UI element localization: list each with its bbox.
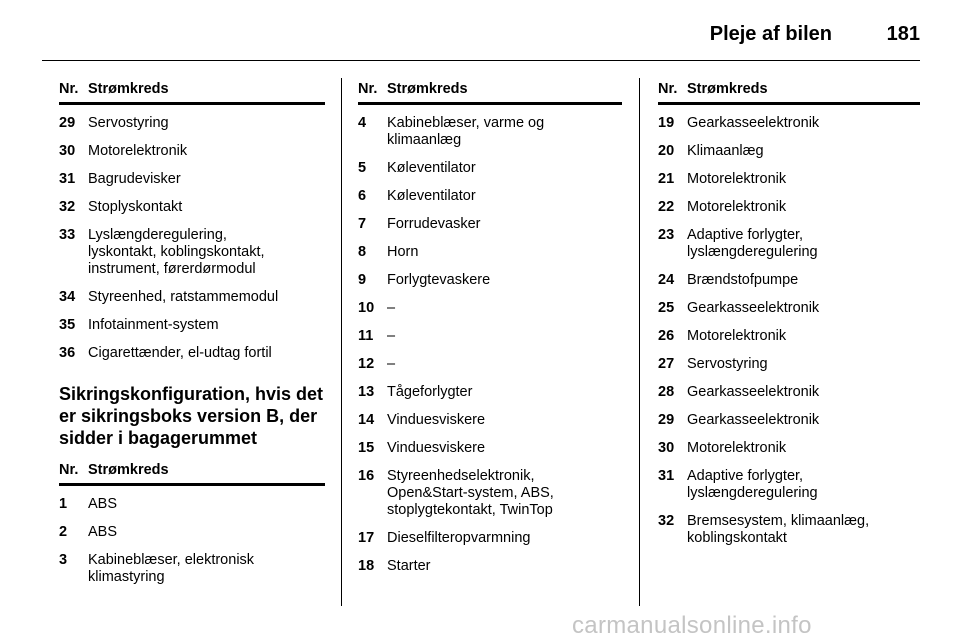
circuit-name: – [387,328,396,344]
fuse-number: 8 [358,244,367,260]
fuse-number: 32 [59,199,76,215]
fuse-number: 33 [59,227,76,243]
fuse-number: 14 [358,412,375,428]
fuse-number: 17 [358,530,375,546]
circuit-name: Motorelektronik [687,440,787,456]
circuit-name: – [387,356,396,372]
circuit-name: Bremsesystem, klimaanlæg, koblingskontakt [687,513,870,546]
circuit-name: Gearkasseelektronik [687,384,820,400]
circuit-name: Styreenhedselektronik, Open&Start-system, ABS, stoplygtekontakt, TwinTop [387,468,554,518]
fuse-number: 11 [358,328,374,344]
circuit-name: Servostyring [687,356,768,372]
page-number: 181 [886,23,920,45]
table-row [358,241,622,269]
fuse-number: 24 [658,272,675,288]
circuit-name: Motorelektronik [88,143,188,159]
fuse-number: 3 [59,552,68,568]
fuse-number: 12 [358,356,375,372]
table-row [658,409,920,437]
circuit-name: Motorelektronik [687,328,787,344]
circuit-name: Dieselfilteropvarmning [387,530,531,546]
circuit-name: Kabineblæser, elektronisk klimastyring [88,552,255,585]
circuit-name: Forrudevasker [387,216,481,232]
section-heading: Sikringskonfiguration, hvis det er sikringsboks version B, der sidder i bagagerummet [59,384,324,448]
table-row [658,510,920,555]
fuse-number: 30 [59,143,76,159]
table-row [358,269,622,297]
fuse-number: 36 [59,345,76,361]
table-row [658,196,920,224]
column-divider [341,78,342,606]
fuse-number: 34 [59,289,76,305]
circuit-name: Stoplyskontakt [88,199,183,215]
circuit-name: Gearkasseelektronik [687,115,820,131]
circuit-name: Køleventilator [387,188,476,204]
table-row [59,493,325,521]
fuse-number: 32 [658,513,675,529]
table-row [658,269,920,297]
table-row [59,314,325,342]
table-header [658,78,920,105]
circuit-name: Forlygtevaskere [387,272,491,288]
circuit-name: Gearkasseelektronik [687,300,820,316]
nr-header: Nr. [658,81,678,97]
fuse-number: 16 [358,468,375,484]
table-row [358,381,622,409]
circuit-name: ABS [88,524,118,540]
circuit-name: Horn [387,244,419,260]
table-row [59,286,325,314]
circuit-name: Lyslængderegulering, lyskontakt, koblingskontakt, instrument, førerdørmodul [88,227,265,277]
fuse-number: 22 [658,199,675,215]
fuse-number: 7 [358,216,367,232]
table-header [59,78,325,105]
circuit-header: Strømkreds [387,81,468,97]
circuit-header: Strømkreds [88,462,169,478]
table-row [358,325,622,353]
fuse-number: 25 [658,300,675,316]
fuse-number: 6 [358,188,367,204]
fuse-number: 28 [658,384,675,400]
table-row [658,224,920,269]
fuse-number: 10 [358,300,375,316]
table-row [59,112,325,140]
table-row [658,297,920,325]
table-row [358,185,622,213]
circuit-name: Vinduesviskere [387,412,486,428]
fuse-number: 9 [358,272,367,288]
table-row [59,521,325,549]
fuse-number: 29 [658,412,675,428]
fuse-number: 31 [658,468,675,484]
table-row [658,112,920,140]
table-row [658,465,920,510]
circuit-name: Adaptive forlygter, lyslængderegulering [687,227,818,260]
fuse-number: 5 [358,160,367,176]
circuit-name: Vinduesviskere [387,440,486,456]
circuit-name: Brændstofpumpe [687,272,799,288]
circuit-name: Motorelektronik [687,199,787,215]
circuit-name: Adaptive forlygter, lyslængderegulering [687,468,818,501]
circuit-name: Tågeforlygter [387,384,473,400]
fuse-number: 29 [59,115,76,131]
circuit-name: Klimaanlæg [687,143,764,159]
table-row [358,112,622,157]
table-row [59,342,325,370]
table-row [358,157,622,185]
table-row [358,555,622,583]
watermark: carmanualsonline.info [572,612,812,639]
fuse-number: 21 [658,171,675,187]
table-row [59,140,325,168]
table-row [658,437,920,465]
column-1 [59,78,325,594]
fuse-number: 2 [59,524,68,540]
circuit-name: Bagrudevisker [88,171,181,187]
nr-header: Nr. [59,462,79,478]
circuit-header: Strømkreds [687,81,768,97]
circuit-name: Cigarettænder, el-udtag fortil [88,345,272,361]
circuit-name: Styreenhed, ratstammemodul [88,289,279,305]
page-header [42,14,920,61]
circuit-name: Motorelektronik [687,171,787,187]
column-3 [658,78,920,555]
table-row [658,325,920,353]
table-row [59,196,325,224]
circuit-name: Kabineblæser, varme og klimaanlæg [387,115,545,148]
circuit-name: Infotainment-system [88,317,219,333]
circuit-name: Gearkasseelektronik [687,412,820,428]
fuse-number: 23 [658,227,675,243]
column-divider [639,78,640,606]
circuit-name: ABS [88,496,118,512]
fuse-number: 4 [358,115,367,131]
table-row [358,213,622,241]
fuse-number: 27 [658,356,675,372]
table-row [358,353,622,381]
fuse-list [658,112,920,555]
table-row [358,297,622,325]
fuse-number: 31 [59,171,76,187]
circuit-name: Køleventilator [387,160,476,176]
table-row [358,465,622,527]
fuse-list [59,112,325,370]
column-2 [358,78,622,583]
table-header [59,459,325,486]
circuit-header: Strømkreds [88,81,169,97]
table-row [59,549,325,594]
fuse-number: 1 [59,496,68,512]
nr-header: Nr. [59,81,79,97]
table-row [658,168,920,196]
table-row [59,168,325,196]
table-row [658,381,920,409]
table-row [358,409,622,437]
circuit-name: Servostyring [88,115,169,131]
fuse-list [59,493,325,594]
table-row [358,527,622,555]
circuit-name: Starter [387,558,431,574]
fuse-number: 15 [358,440,375,456]
fuse-number: 13 [358,384,375,400]
table-row [658,140,920,168]
table-row [358,437,622,465]
table-row [59,224,325,286]
table-header [358,78,622,105]
circuit-name: – [387,300,396,316]
table-row [658,353,920,381]
fuse-number: 35 [59,317,76,333]
fuse-number: 20 [658,143,675,159]
page-title: Pleje af bilen [709,23,832,45]
nr-header: Nr. [358,81,378,97]
fuse-list [358,112,622,583]
fuse-number: 26 [658,328,675,344]
fuse-number: 30 [658,440,675,456]
fuse-number: 18 [358,558,375,574]
fuse-number: 19 [658,115,675,131]
